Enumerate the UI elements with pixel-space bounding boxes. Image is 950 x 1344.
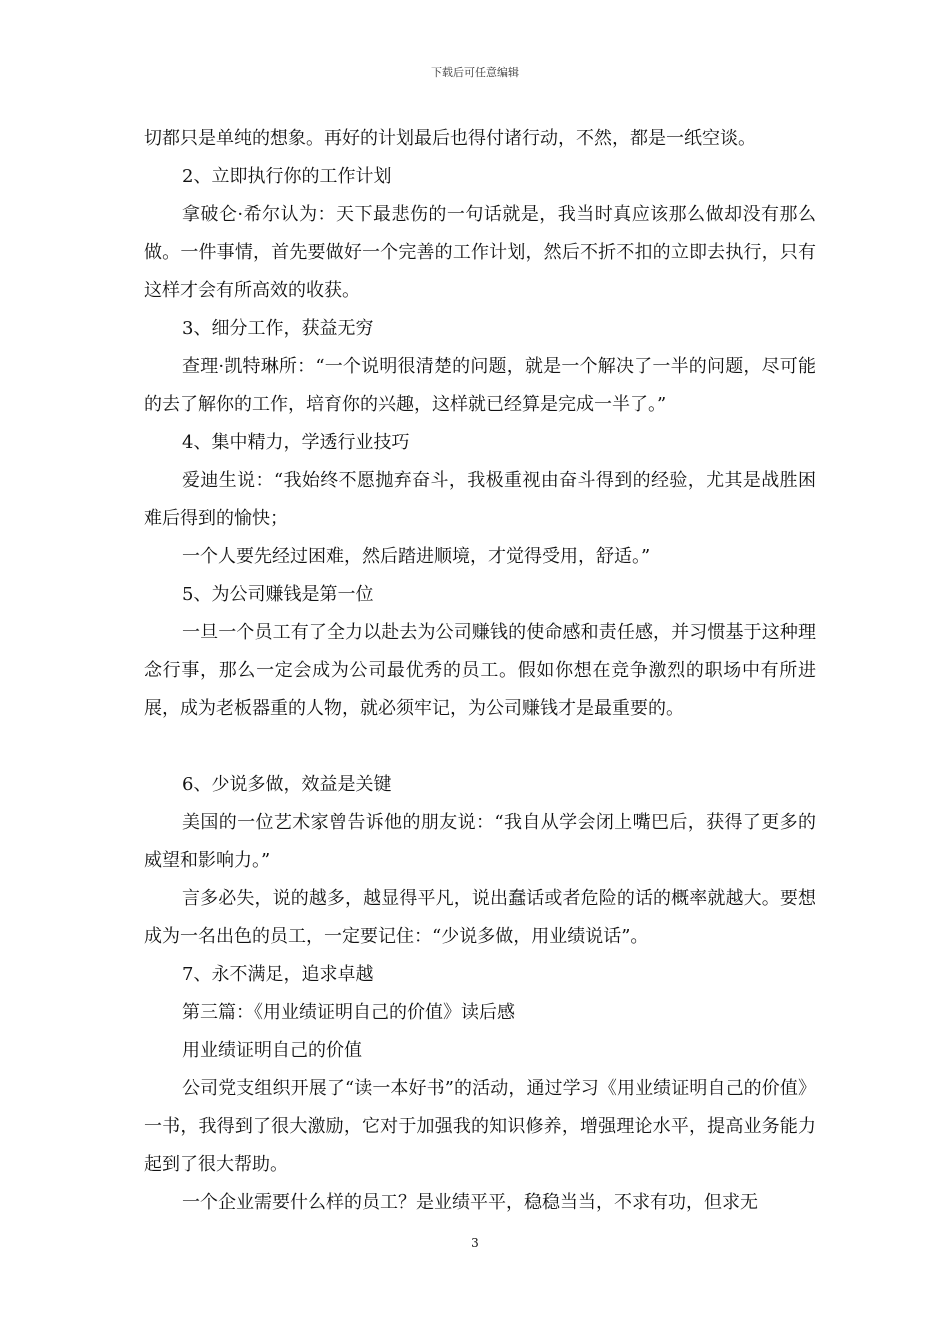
paragraph: 切都只是单纯的想象。再好的计划最后也得付诸行动，不然，都是一纸空谈。 [144, 128, 756, 149]
paragraph: 3、细分工作，获益无穷 [182, 318, 374, 339]
paragraph: 用业绩证明自己的价值 [182, 1040, 362, 1061]
paragraph: 5、为公司赚钱是第一位 [182, 584, 374, 605]
document-body [144, 120, 816, 1222]
paragraph: 拿破仑·希尔认为：天下最悲伤的一句话就是，我当时真应该那么做却没有那么做。一件事情，首先要做好一个完善的工作计划，然后不折不扣的立即去执行，只有这样才会有所高效的收获。 [144, 204, 816, 301]
paragraph-gap [144, 728, 816, 766]
paragraph: 一个人要先经过困难，然后踏进顺境，才觉得受用，舒适。” [182, 546, 651, 567]
page-number: 3 [471, 1236, 479, 1250]
paragraph: 4、集中精力，学透行业技巧 [182, 432, 410, 453]
paragraph: 美国的一位艺术家曾告诉他的朋友说：“我自从学会闭上嘴巴后，获得了更多的威望和影响力。” [144, 812, 816, 871]
paragraph: 查理·凯特琳所：“一个说明很清楚的问题，就是一个解决了一半的问题，尽可能的去了解你的工作，培育你的兴趣，这样就已经算是完成一半了。” [144, 356, 816, 415]
paragraph: 第三篇：《用业绩证明自己的价值》读后感 [182, 1002, 515, 1023]
paragraph: 一旦一个员工有了全力以赴去为公司赚钱的使命感和责任感，并习惯基于这种理念行事，那么一定会成为公司最优秀的员工。假如你想在竞争激烈的职场中有所进展，成为老板器重的人物，就必须牢记，为公司赚钱才是最重要的。 [144, 622, 816, 719]
paragraph: 2、立即执行你的工作计划 [182, 166, 392, 187]
paragraph: 公司党支组织开展了“读一本好书”的活动，通过学习《用业绩证明自己的价值》一书，我得到了很大激励，它对于加强我的知识修养，增强理论水平，提高业务能力起到了很大帮助。 [144, 1078, 816, 1175]
paragraph: 言多必失，说的越多，越显得平凡，说出蠢话或者危险的话的概率就越大。要想成为一名出色的员工，一定要记住：“少说多做，用业绩说话”。 [144, 888, 816, 947]
page-header: 下载后可任意编辑 [431, 66, 519, 79]
paragraph: 7、永不满足，追求卓越 [182, 964, 374, 985]
paragraph: 6、少说多做，效益是关键 [182, 774, 392, 795]
paragraph: 一个企业需要什么样的员工？是业绩平平，稳稳当当，不求有功，但求无 [182, 1192, 758, 1213]
paragraph: 爱迪生说：“我始终不愿抛弃奋斗，我极重视由奋斗得到的经验，尤其是战胜困难后得到的愉快； [144, 470, 816, 529]
